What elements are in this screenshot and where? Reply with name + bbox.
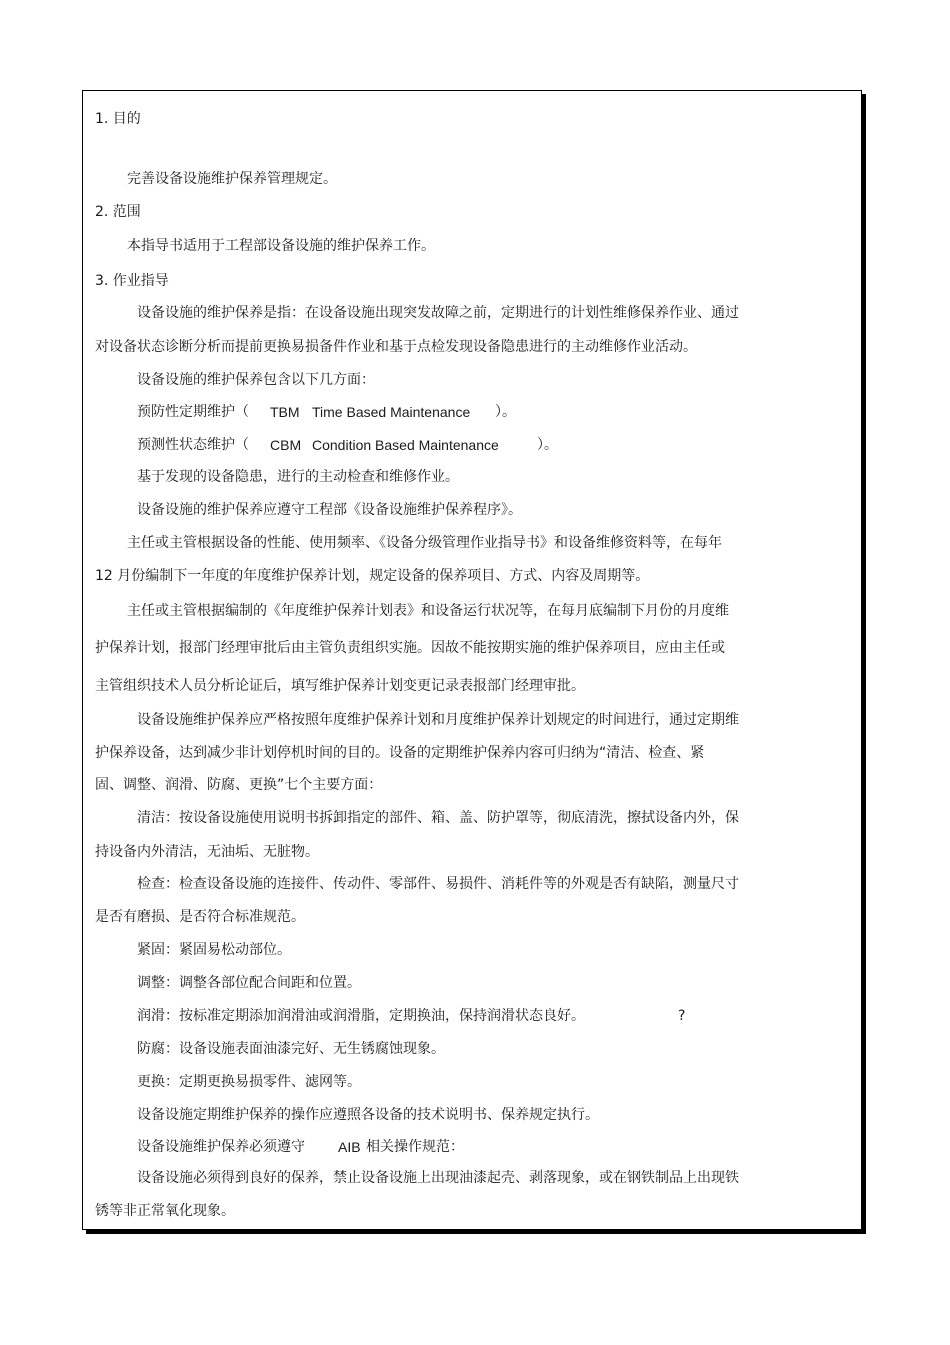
- cbm-item: [137, 437, 558, 453]
- paragraph-strict-line3: 固、调整、润滑、防腐、更换”七个主要方面：: [95, 777, 383, 793]
- tbm-suffix: ）。: [495, 404, 516, 420]
- paragraph-final-line1: 设备设施必须得到良好的保养，禁止设备设施上出现油漆起壳、剥落现象，或在钢铁制品上出现铁: [137, 1170, 739, 1186]
- paragraph-annual-line2: 12 月份编制下一年度的年度维护保养计划，规定设备的保养项目、方式、内容及周期等。: [95, 568, 650, 584]
- tbm-abbr: TBM: [270, 404, 300, 420]
- aib-abbr: AIB: [338, 1139, 361, 1155]
- item-lubricate: 润滑：按标准定期添加润滑油或润滑脂，定期换油，保持润滑状态良好。: [137, 1008, 585, 1024]
- tbm-item: [137, 404, 516, 420]
- paragraph-strict-line1: 设备设施维护保养应严格按照年度维护保养计划和月度维护保养计划规定的时间进行，通过定期维: [137, 712, 739, 728]
- tbm-full: Time Based Maintenance: [312, 404, 471, 420]
- purpose-heading: 1. 目的: [95, 111, 141, 127]
- item-inspect-line1: 检查：检查设备设施的连接件、传动件、零部件、易损件、消耗件等的外观是否有缺陷，测量尺寸: [137, 876, 739, 892]
- paragraph-final-line2: 锈等非正常氧化现象。: [95, 1203, 235, 1219]
- paragraph-monthly-line1: 主任或主管根据编制的《年度维护保养计划表》和设备运行状况等，在每月底编制下月份的月度维: [127, 603, 729, 619]
- aib-item: [137, 1139, 464, 1155]
- paragraph-active-maintenance: 基于发现的设备隐患，进行的主动检查和维修作业。: [137, 469, 459, 485]
- paragraph-annual-line1: 主任或主管根据设备的性能、使用频率、《设备分级管理作业指导书》和设备维修资料等，在每年: [127, 535, 722, 551]
- tbm-prefix: 预防性定期维护（: [137, 404, 249, 420]
- aib-suffix: 相关操作规范：: [366, 1139, 464, 1155]
- guide-heading: 3. 作业指导: [95, 273, 169, 289]
- item-clean-line1: 清洁：按设备设施使用说明书拆卸指定的部件、箱、盖、防护罩等，彻底清洗，擦拭设备内外，保: [137, 810, 739, 826]
- paragraph-operate: 设备设施定期维护保养的操作应遵照各设备的技术说明书、保养规定执行。: [137, 1107, 599, 1123]
- scope-heading: 2. 范围: [95, 204, 141, 220]
- cbm-full: Condition Based Maintenance: [312, 437, 499, 453]
- paragraph-monthly-line3: 主管组织技术人员分析论证后，填写维护保养计划变更记录表报部门经理审批。: [95, 678, 585, 694]
- item-anticorrosion: 防腐：设备设施表面油漆完好、无生锈腐蚀现象。: [137, 1041, 445, 1057]
- paragraph-comply-procedure: 设备设施的维护保养应遵守工程部《设备设施维护保养程序》。: [137, 502, 522, 518]
- item-replace: 更换：定期更换易损零件、滤网等。: [137, 1074, 361, 1090]
- paragraph-aspects: 设备设施的维护保养包含以下几方面：: [137, 372, 375, 388]
- paragraph-strict-line2: 护保养设备，达到减少非计划停机时间的目的。设备的定期维护保养内容可归纳为“清洁、检查、紧: [95, 745, 705, 761]
- question-mark: ?: [678, 1008, 686, 1024]
- paragraph-definition-line2: 对设备状态诊断分析而提前更换易损备件作业和基于点检发现设备隐患进行的主动维修作业活动。: [95, 339, 697, 355]
- item-clean-line2: 持设备内外清洁，无油垢、无脏物。: [95, 844, 319, 860]
- cbm-abbr: CBM: [270, 437, 302, 453]
- cbm-suffix: ）。: [537, 437, 558, 453]
- paragraph-definition-line1: 设备设施的维护保养是指：在设备设施出现突发故障之前，定期进行的计划性维修保养作业、通过: [137, 305, 739, 321]
- item-fasten: 紧固：紧固易松动部位。: [137, 942, 291, 958]
- item-adjust: 调整：调整各部位配合间距和位置。: [137, 975, 361, 991]
- scope-text: 本指导书适用于工程部设备设施的维护保养工作。: [127, 238, 435, 254]
- cbm-prefix: 预测性状态维护（: [137, 437, 249, 453]
- item-inspect-line2: 是否有磨损、是否符合标准规范。: [95, 909, 305, 925]
- purpose-text: 完善设备设施维护保养管理规定。: [127, 171, 337, 187]
- document-frame: [82, 90, 862, 1230]
- paragraph-monthly-line2: 护保养计划，报部门经理审批后由主管负责组织实施。因故不能按期实施的维护保养项目，应由主任或: [95, 640, 725, 656]
- aib-prefix: 设备设施维护保养必须遵守: [137, 1139, 305, 1155]
